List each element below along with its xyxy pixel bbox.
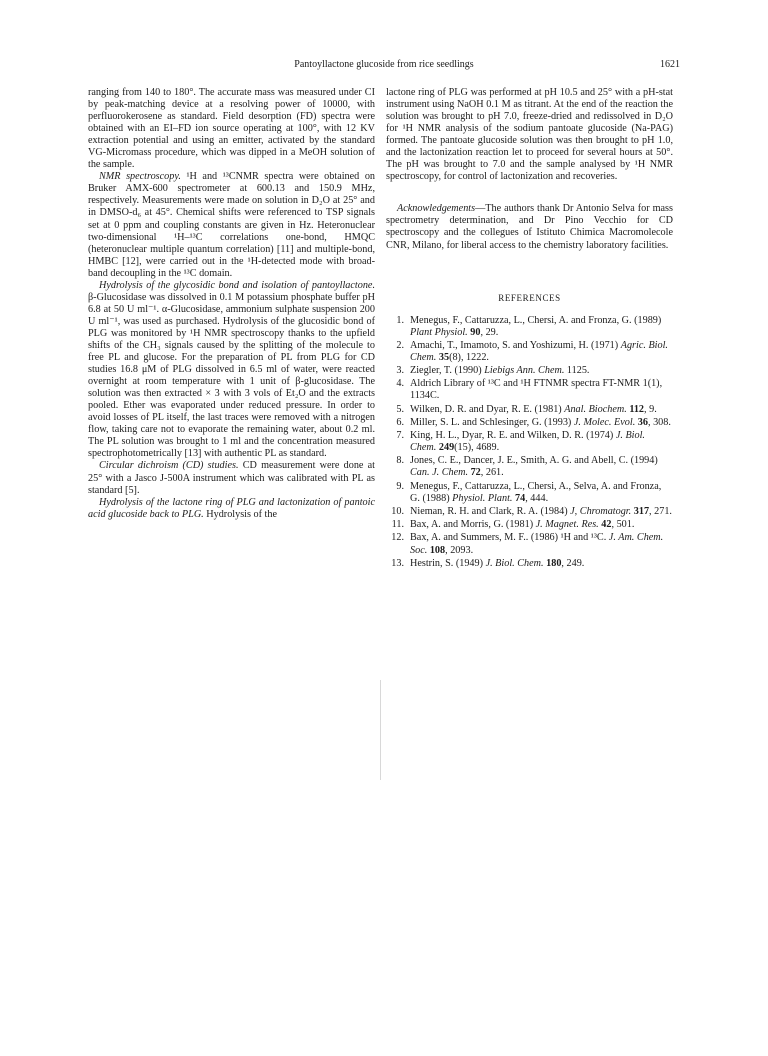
reference-item: 4. Aldrich Library of ¹³C and ¹H FTNMR spectra FT-NMR 1(1), 1134C. [396,378,663,402]
reference-item: 2. Amachi, T., Imamoto, S. and Yoshizumi, H. (1971) Agric. Biol. Chem. 35(8), 1222. [396,339,668,363]
cd-paragraph [88,460,375,496]
references-heading: REFERENCES [498,292,561,303]
lactone-heading: Hydrolysis of the lactone ring of PLG and lactonization of pantoic acid glucoside back to PLG. [88,496,375,520]
acknowledgements-heading: Acknowledgements [397,203,476,215]
right-column [386,87,673,571]
hydrolysis-paragraph [88,280,375,461]
hydrolysis-text: β-Glucosidase was dissolved in 0.1 M potassium phosphate buffer pH 6.8 at 50 U ml⁻¹. α-Glucosidase, ammonium sulphate suspension 200 U ml⁻¹, was used as purchased. Hydrolysis of the glucosidic bond of PLG was monitored by ¹H NMR spectroscopy thanks to the upfield shifts of the CH₃ signals caused by the splitting of the molecule to free PL and glucose. For the preparation of PL from PLG for CD studies 16.8 μM of PLG dissolved in 6.5 ml of water, were reacted overnight at room temperature with 1 unit of β-glucosidase. The solution was then extracted × 3 with 3 vols of Et₂O and the extracts pooled. Ether was evaporated under reduced pressure. In order to avoid losses of PL itself, the last traces were removed with a nitrogen flow, taking care not to evaporate the remaining water, about 0.2 ml. The PL solution was brought to 1 ml and the concentration measured spectrophotometrically [13] with authentic PL as standard. [88,291,375,460]
reference-item: 6. Miller, S. L. and Schlesinger, G. (1993) J. Molec. Evol. 36, 308. [396,416,671,428]
reference-item: 7. King, H. L., Dyar, R. E. and Wilken, D. R. (1974) J. Biol. Chem. 249(15), 4689. [396,430,645,454]
lactone-text: Hydrolysis of the [206,508,278,520]
reference-item: 9. Menegus, F., Cattaruzza, L., Chersi, A., Selva, A. and Fronza, G. (1988) Physiol. Plant. 74, 444. [396,480,662,504]
reference-item: 11. Bax, A. and Morris, G. (1981) J. Magnet. Res. 42, 501. [391,519,635,531]
reference-item: 1. Menegus, F., Cattaruzza, L., Chersi, A. and Fronza, G. (1989) Plant Physiol. 90, 29. [396,314,662,338]
reference-list [386,315,673,570]
nmr-heading: NMR spectroscopy. [99,171,181,183]
scan-fold-mark [380,680,381,780]
reference-item: 12. Bax, A. and Summers, M. F.. (1986) ¹H and ¹³C. J. Am. Chem. Soc. 108, 2093. [391,532,664,556]
reference-item: 3. Ziegler, T. (1990) Liebigs Ann. Chem. 1125. [396,365,590,377]
hydrolysis-heading: Hydrolysis of the glycosidic bond and isolation of pantoyllactone. [99,279,375,291]
reference-item: 13. Hestrin, S. (1949) J. Biol. Chem. 180, 249. [391,557,585,569]
page-number: 1621 [660,59,680,70]
left-column [88,87,375,521]
cd-heading: Circular dichroism (CD) studies. [99,460,239,472]
methods-paragraph-mass-spec: ranging from 140 to 180°. The accurate mass was measured under CI by peak-matching device at a resolving power of 10000, with perfluorokerosene as standard. Field desorption (FD) spectra were obtained with an EI–FD ion source operating at 100°, with 12 KV extraction potential and using an emitter, activated by the standard VG-Micromass procedure, which was dipped in a MeOH solution of the sample. [88,87,375,171]
running-title: Pantoyllactone glucoside from rice seedlings [294,59,474,70]
reference-item: 8. Jones, C. E., Dancer, J. E., Smith, A. G. and Abell, C. (1994) Can. J. Chem. 72, 261. [396,455,658,479]
acknowledgements-paragraph [386,203,673,251]
lactone-paragraph [88,497,375,521]
acknowledgements-text: —The authors thank Dr Antonio Selva for mass spectrometry determination, and Dr Pino Vecchio for CD spectroscopy and the collegues of Istituto Chimica Macromolecole CNR, Milano, for liberal access to the chemistry laboratory facilities. [386,203,673,251]
lactone-paragraph-continued: lactone ring of PLG was performed at pH 10.5 and 25° with a pH-stat instrument using NaOH 0.1 M as titrant. At the end of the reaction the solution was brought to pH 7.0, freeze-dried and redissolved in D₂O for ¹H NMR analysis of the sodium pantoate glucoside (Na-PAG) formed. The pantoate glucoside solution was then brought to pH 1.0, and the lactonization reaction let to proceed for several hours at 50°. The pH was brought to 7.0 and the sample analysed by ¹H NMR spectroscopy, for control of lactonization and recoveries. [386,87,673,183]
nmr-text: ¹H and ¹³CNMR spectra were obtained on Bruker AMX-600 spectrometer at 600.13 and 150.9 MHz, respectively. Measurements were made on solution in D₂O at 25° and in DMSO-d₆ at 45°. Chemical shifts were referenced to TSP signals set at 0 ppm and coupling constants are given in Hz. Heteronuclear two-dimensional ¹H–¹³C correlations one-bond, HMQC (heteronuclear multiple quantum correlation) [11] and multiple-bond, HMBC [12], were carried out in the ¹H-detected mode with broad-band decoupling in the ¹³C domain. [88,171,376,279]
nmr-paragraph [88,171,375,279]
running-head [88,59,680,73]
cd-text: CD measurement were done at 25° with a Jasco J-500A instrument which was calibrated with PL as standard [5]. [88,460,375,496]
reference-item: 5. Wilken, D. R. and Dyar, R. E. (1981) Anal. Biochem. 112, 9. [396,403,657,415]
reference-item: 10. Nieman, R. H. and Clark, R. A. (1984) J, Chromatogr. 317, 271. [391,506,672,517]
